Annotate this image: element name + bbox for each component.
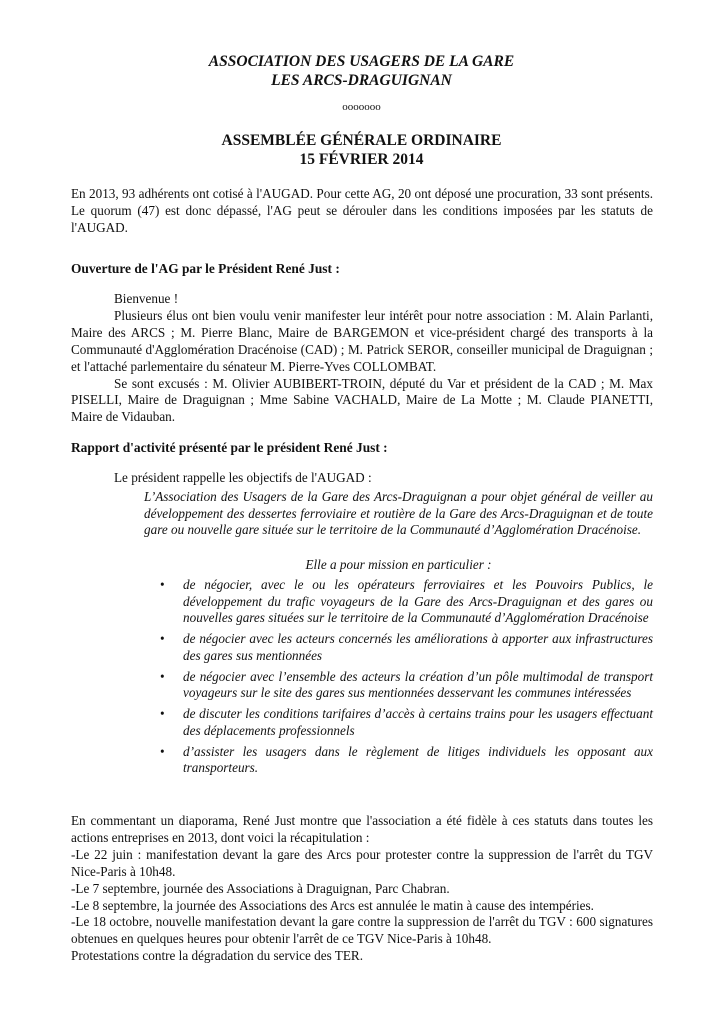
mission-heading: Elle a pour mission en particulier : [305,557,492,572]
statutes-quote: L’Association des Usagers de la Gare des Arcs-Draguignan a pour objet général de veiller au développement des dessertes ferroviaire et routière de la Gare des Arcs-Draguignan et de toute gare ou nouvelle gare située sur le territoire de la Communauté d’Agglomération Dracénoise. [144,489,653,537]
objectives-lead: Le président rappelle les objectifs de l'AUGAD : [114,470,372,485]
recap-section [71,813,653,965]
opening-section [71,291,653,426]
welcome-text: Bienvenue ! [114,291,179,306]
recap-intro: En commentant un diaporama, René Just montre que l'association a été fidèle à ces statuts dans toutes les actions entreprises en 2013, dont voici la récapitulation : [71,813,653,845]
recap-item: -Le 8 septembre, la journée des Associations des Arcs est annulée le matin à cause des intempéries. [71,897,594,913]
list-item: • d’assister les usagers dans le règlement de litiges individuels les opposant aux transporteurs. [160,743,653,775]
recap-item: -Le 7 septembre, journée des Associations à Draguignan, Parc Chabran. [71,880,450,896]
recap-item: -Le 22 juin : manifestation devant la gare des Arcs pour protester contre la suppression de l'arrêt du TGV Nice-Paris à 10h48. [71,846,653,879]
separator: ooooooo [342,101,381,113]
association-name-line1: ASSOCIATION DES USAGERS DE LA GARE [208,53,515,70]
association-name-line2: LES ARCS-DRAGUIGNAN [271,72,452,89]
list-item: • de discuter les conditions tarifaires d’accès à certains trains pour les usagers effectuant des déplacements professionnels [160,706,653,738]
section-heading-opening: Ouverture de l'AG par le Président René Just : [71,261,340,276]
intro-paragraph: En 2013, 93 adhérents ont cotisé à l'AUGAD. Pour cette AG, 20 ont déposé une procuration, 33 sont présents. Le quorum (47) est donc dépassé, l'AG peut se dérouler dans les conditions imposées par les statuts de l'AUGAD. [71,186,653,235]
recap-item: Protestations contre la dégradation du service des TER. [71,948,363,964]
document-title: ASSEMBLÉE GÉNÉRALE ORDINAIRE [221,132,502,149]
list-item: • de négocier avec les acteurs concernés les améliorations à apporter aux infrastructures des gares sus mentionnées [160,631,653,663]
list-item: • de négocier, avec le ou les opérateurs ferroviaires et les Pouvoirs Publics, le développement du trafic voyageurs de la Gare des Arcs-Draguignan et des gares ou nouvelles gares situées sur le territoire de la Communauté d’Agglomération Dracénoise [160,577,653,625]
bullet-icon: • [160,743,165,759]
bullet-icon: • [160,706,165,721]
bullet-icon: • [160,631,165,646]
section-heading-activity-report: Rapport d'activité présenté par le président René Just : [71,440,388,455]
elected-attendees-paragraph: Plusieurs élus ont bien voulu venir manifester leur intérêt pour notre association : M. Alain Parlanti, Maire des ARCS ; M. Pierre Blanc, Maire de BARGEMON et vice-président chargé des transports à la Communauté d'Agglomération Dracénoise (CAD) ; M. Patrick SEROR, conseiller municipal de Draguignan ; et l'attaché parlementaire du sénateur M. Pierre-Yves COLLOMBAT. [71,307,653,374]
excused-paragraph: Se sont excusés : M. Olivier AUBIBERT-TROIN, député du Var et président de la CAD ; M. Max PISELLI, Maire de Draguignan ; Mme Sabine VACHALD, Maire de La Motte ; M. Claude PIANETTI, Maire de Vidauban. [71,375,653,425]
recap-item: -Le 18 octobre, nouvelle manifestation devant la gare contre la suppression de l'arrêt du TGV : 600 signatures obtenues en quelques heures pour obtenir l'arrêt de ce TGV Nice-Paris à 10h48. [71,914,653,947]
bullet-icon: • [160,668,165,684]
mission-list [140,577,653,781]
bullet-icon: • [160,577,165,592]
list-item: • de négocier avec l’ensemble des acteurs la création d’un pôle multimodal de transport voyageurs sur le site des gares sus mentionnées desservant les communes intéressées [160,668,653,700]
document-date: 15 FÉVRIER 2014 [299,151,424,168]
